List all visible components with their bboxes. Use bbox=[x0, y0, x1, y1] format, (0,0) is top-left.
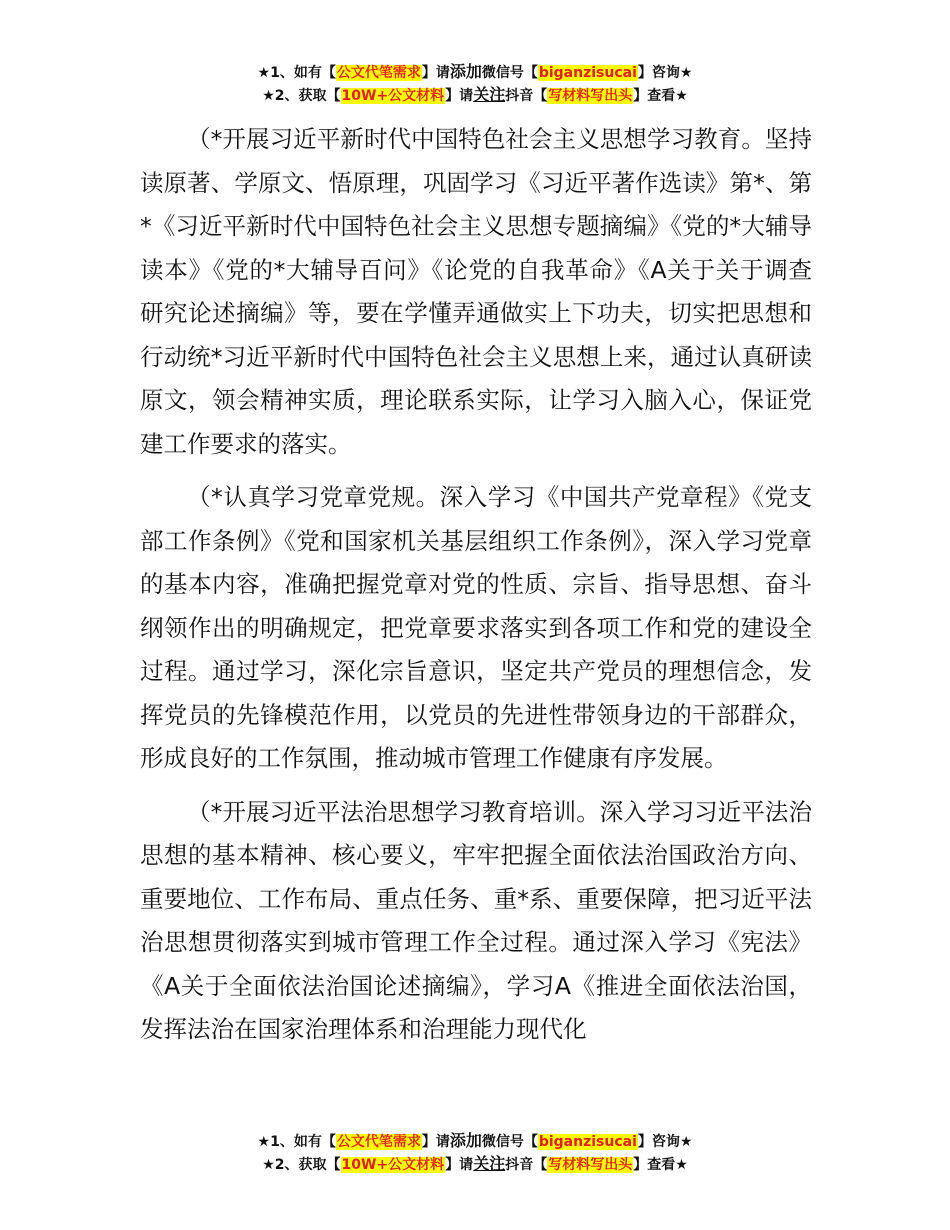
banner-highlight: 公文代笔需求 bbox=[336, 65, 421, 81]
banner-emphasis: 添加 bbox=[449, 1131, 482, 1150]
banner-text: 】请 bbox=[445, 88, 474, 104]
banner-highlight: biganzisucai bbox=[538, 65, 637, 81]
banner-text: 】请 bbox=[421, 1134, 450, 1150]
banner-line-2 bbox=[0, 1153, 950, 1176]
paragraph-2: （*认真学习党章党规。深入学习《中国共产党章程》《党支部工作条例》《党和国家机关基层组织工作条例》，深入学习党章的基本内容，准确把握党章对党的性质、宗旨、指导思想、奋斗纲领作出的明确规定，把党章要求落实到各项工作和党的建设全过程。通过学习，深化宗旨意识，坚定共产党员的理想信念，发挥党员的先锋模范作用，以党员的先进性带领身边的干部群众，形成良好的工作氛围，推动城市管理工作健康有序发展。 bbox=[140, 483, 812, 772]
banner-text: 抖音【 bbox=[505, 1157, 548, 1173]
banner-highlight: 写材料写出头 bbox=[548, 1157, 633, 1173]
banner-text: 】查看★ bbox=[633, 1157, 688, 1173]
banner-highlight: 写材料写出头 bbox=[548, 88, 633, 104]
paragraph-1: （*开展习近平新时代中国特色社会主义思想学习教育。坚持读原著、学原文、悟原理，巩固学习《习近平著作选读》第*、第*《习近平新时代中国特色社会主义思想专题摘编》《党的*大辅导读本》《党的*大辅导百问》《论党的自我革命》《A关于关于调查研究论述摘编》等，要在学懂弄通做实上下功夫，切实把思想和行动统*习近平新时代中国特色社会主义思想上来，通过认真研读原文，领会精神实质，理论联系实际，让学习入脑入心，保证党建工作要求的落实。 bbox=[140, 125, 812, 458]
banner-highlight: 公文代笔需求 bbox=[336, 1134, 421, 1150]
banner-text: 微信号【 bbox=[481, 1134, 538, 1150]
banner-emphasis: 关注 bbox=[473, 1154, 506, 1173]
paragraph-3: （*开展习近平法治思想学习教育培训。深入学习习近平法治思想的基本精神、核心要义，牢牢把握全面依法治国政治方向、重要地位、工作布局、重点任务、重*系、重要保障，把习近平法治思想贯彻落实到城市管理工作全过程。通过深入学习《宪法》《A关于全面依法治国论述摘编》，学习A《推进全面依法治国，发挥法治在国家治理体系和治理能力现代化 bbox=[140, 797, 812, 1043]
banner-emphasis: 关注 bbox=[473, 85, 506, 104]
banner-highlight: 10W+公文材料 bbox=[341, 88, 445, 104]
banner-text: ★2、获取【 bbox=[262, 88, 341, 104]
header-banner bbox=[0, 61, 950, 107]
banner-text: 】查看★ bbox=[633, 88, 688, 104]
footer-banner bbox=[0, 1130, 950, 1176]
banner-text: 】请 bbox=[445, 1157, 474, 1173]
banner-text: 】请 bbox=[421, 65, 450, 81]
banner-text: ★1、如有【 bbox=[257, 65, 336, 81]
banner-text: 微信号【 bbox=[481, 65, 538, 81]
banner-text: 抖音【 bbox=[505, 88, 548, 104]
banner-text: ★2、获取【 bbox=[262, 1157, 341, 1173]
banner-line-1 bbox=[0, 61, 950, 84]
banner-highlight: biganzisucai bbox=[538, 1134, 637, 1150]
banner-line-1 bbox=[0, 1130, 950, 1153]
banner-text: 】咨询★ bbox=[637, 1134, 693, 1150]
banner-line-2 bbox=[0, 84, 950, 107]
banner-emphasis: 添加 bbox=[449, 62, 482, 81]
document-body bbox=[140, 118, 812, 1062]
banner-text: ★1、如有【 bbox=[257, 1134, 336, 1150]
banner-highlight: 10W+公文材料 bbox=[341, 1157, 445, 1173]
banner-text: 】咨询★ bbox=[637, 65, 693, 81]
